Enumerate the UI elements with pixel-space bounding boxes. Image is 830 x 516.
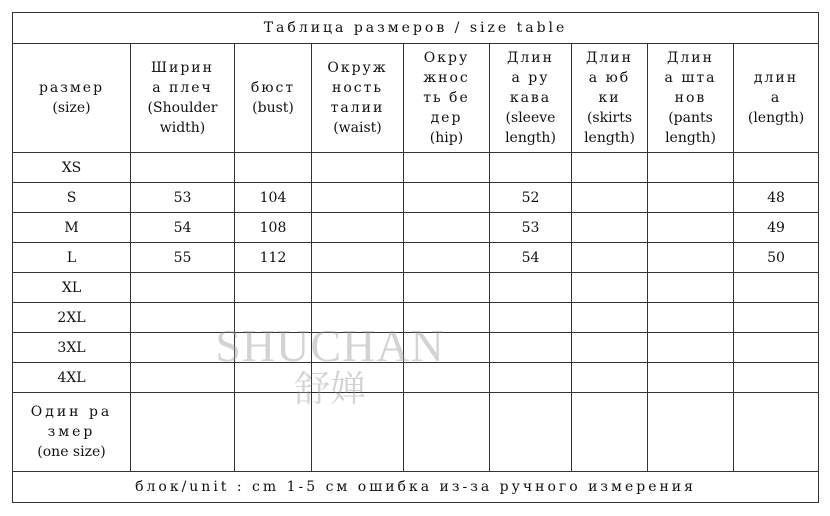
header-row — [13, 44, 819, 153]
table-cell: 48 — [734, 183, 819, 213]
column-header-ru-line: Окру — [423, 50, 470, 66]
column-header-en-line: (sleeve — [505, 110, 556, 126]
table-footer-note: блок/unit : cm 1-5 см ошибка из-за ручного измерения — [13, 472, 819, 503]
table-cell — [235, 273, 312, 303]
size-label-cell: S — [13, 183, 131, 213]
watermark-text: SHUCHAN — [215, 320, 445, 371]
column-header-en-line: (size) — [52, 100, 91, 116]
column-header-ru-line: Окруж — [327, 60, 388, 76]
size-label-cell: L — [13, 243, 131, 273]
table-cell — [312, 153, 404, 183]
table-cell: 50 — [734, 243, 819, 273]
table-cell — [404, 273, 490, 303]
table-cell — [648, 393, 734, 472]
table-cell — [648, 363, 734, 393]
table-cell — [734, 363, 819, 393]
column-header-en-line: length) — [665, 130, 716, 146]
table-row — [13, 183, 819, 213]
table-cell — [312, 273, 404, 303]
table-cell — [572, 333, 648, 363]
size-label-cell: XL — [13, 273, 131, 303]
column-header-ru-line: а — [770, 90, 782, 106]
one-size-ru-line-1: Один ра — [30, 404, 113, 420]
table-cell — [648, 273, 734, 303]
table-cell: 104 — [235, 183, 312, 213]
table-cell: 49 — [734, 213, 819, 243]
table-cell — [312, 243, 404, 273]
table-cell — [572, 153, 648, 183]
column-header-en-line: length) — [505, 130, 556, 146]
table-cell — [404, 393, 490, 472]
column-header-6 — [572, 44, 648, 153]
table-cell — [235, 303, 312, 333]
column-header-en-line: (hip) — [429, 130, 464, 146]
table-cell — [312, 213, 404, 243]
table-row — [13, 273, 819, 303]
column-header-en-line: (Shoulder — [147, 100, 218, 116]
table-cell — [572, 213, 648, 243]
column-header-en-line: (bust) — [252, 100, 294, 116]
column-header-ru-line: Ширин — [151, 60, 214, 76]
table-cell: 108 — [235, 213, 312, 243]
table-cell: 53 — [490, 213, 572, 243]
table-cell — [648, 183, 734, 213]
table-cell — [490, 363, 572, 393]
table-cell — [312, 303, 404, 333]
table-cell: 55 — [131, 243, 235, 273]
column-header-ru-line: талии — [330, 100, 385, 116]
size-chart-page — [12, 12, 818, 504]
column-header-ru-line: а шта — [664, 70, 717, 86]
table-cell — [404, 303, 490, 333]
column-header-ru-line: дер — [430, 110, 463, 126]
table-row — [13, 213, 819, 243]
table-cell — [131, 333, 235, 363]
table-cell — [490, 333, 572, 363]
one-size-ru-line-2: змер — [47, 424, 96, 440]
table-cell — [404, 243, 490, 273]
column-header-7 — [648, 44, 734, 153]
column-header-ru-line: кава — [509, 90, 552, 106]
table-cell: 54 — [490, 243, 572, 273]
column-header-en-line: (length) — [747, 110, 805, 126]
table-cell — [734, 303, 819, 333]
table-cell — [572, 273, 648, 303]
table-cell: 53 — [131, 183, 235, 213]
column-header-en-line: length) — [584, 130, 635, 146]
table-cell — [235, 393, 312, 472]
column-header-ru-line: длин — [753, 70, 799, 86]
column-header-ru-line: нов — [674, 90, 707, 106]
column-header-ru-line: ность — [332, 80, 383, 96]
table-cell: 112 — [235, 243, 312, 273]
table-cell — [404, 183, 490, 213]
column-header-0 — [13, 44, 131, 153]
column-header-ru-line: бюст — [250, 80, 296, 96]
column-header-ru-line: а ру — [511, 70, 550, 86]
table-cell — [312, 363, 404, 393]
table-cell — [404, 213, 490, 243]
column-header-ru-line: а плеч — [152, 80, 213, 96]
column-header-2 — [235, 44, 312, 153]
table-row — [13, 243, 819, 273]
table-cell — [648, 153, 734, 183]
table-cell — [312, 333, 404, 363]
table-cell — [734, 393, 819, 472]
table-cell — [648, 243, 734, 273]
table-cell — [734, 333, 819, 363]
table-cell: 54 — [131, 213, 235, 243]
column-header-5 — [490, 44, 572, 153]
table-cell — [404, 333, 490, 363]
column-header-en-line: width) — [159, 120, 206, 136]
table-cell — [734, 273, 819, 303]
size-label-cell: XS — [13, 153, 131, 183]
size-label-cell: 3XL — [13, 333, 131, 363]
table-cell — [312, 183, 404, 213]
column-header-ru-line: Длин — [586, 50, 633, 66]
table-cell — [235, 363, 312, 393]
table-row — [13, 363, 819, 393]
column-header-ru-line: размер — [38, 80, 105, 96]
column-header-3 — [312, 44, 404, 153]
table-cell — [490, 303, 572, 333]
table-row — [13, 333, 819, 363]
column-header-ru-line: а юб — [588, 70, 631, 86]
table-cell — [734, 153, 819, 183]
table-cell — [131, 273, 235, 303]
table-cell — [572, 183, 648, 213]
table-cell — [572, 303, 648, 333]
column-header-1 — [131, 44, 235, 153]
table-title: Таблица размеров / size table — [13, 13, 819, 44]
table-cell — [648, 303, 734, 333]
table-row — [13, 153, 819, 183]
table-cell: 52 — [490, 183, 572, 213]
table-cell — [235, 153, 312, 183]
table-cell — [490, 273, 572, 303]
table-cell — [572, 243, 648, 273]
column-header-ru-line: ки — [598, 90, 621, 106]
table-cell — [235, 333, 312, 363]
one-size-en: (one size) — [37, 444, 106, 460]
table-cell — [312, 393, 404, 472]
table-cell — [490, 153, 572, 183]
column-header-en-line: (skirts — [586, 110, 633, 126]
table-cell — [404, 153, 490, 183]
column-header-ru-line: жнос — [423, 70, 470, 86]
table-row — [13, 303, 819, 333]
table-cell — [404, 363, 490, 393]
table-cell — [131, 303, 235, 333]
column-header-4 — [404, 44, 490, 153]
table-cell — [648, 333, 734, 363]
size-table — [12, 12, 819, 503]
column-header-en-line: (waist) — [333, 120, 382, 136]
table-cell — [131, 153, 235, 183]
column-header-en-line: (pants — [668, 110, 713, 126]
table-cell — [490, 393, 572, 472]
table-cell — [648, 213, 734, 243]
watermark-chinese-text: 舒婵 — [293, 369, 366, 410]
one-size-label — [13, 393, 131, 472]
size-label-cell: M — [13, 213, 131, 243]
size-label-cell: 4XL — [13, 363, 131, 393]
one-size-row — [13, 393, 819, 472]
table-cell — [572, 393, 648, 472]
table-cell — [131, 363, 235, 393]
column-header-ru-line: Длин — [667, 50, 714, 66]
column-header-ru-line: ть бе — [423, 90, 470, 106]
column-header-8 — [734, 44, 819, 153]
table-cell — [572, 363, 648, 393]
size-label-cell: 2XL — [13, 303, 131, 333]
column-header-ru-line: Длин — [507, 50, 554, 66]
table-cell — [131, 393, 235, 472]
